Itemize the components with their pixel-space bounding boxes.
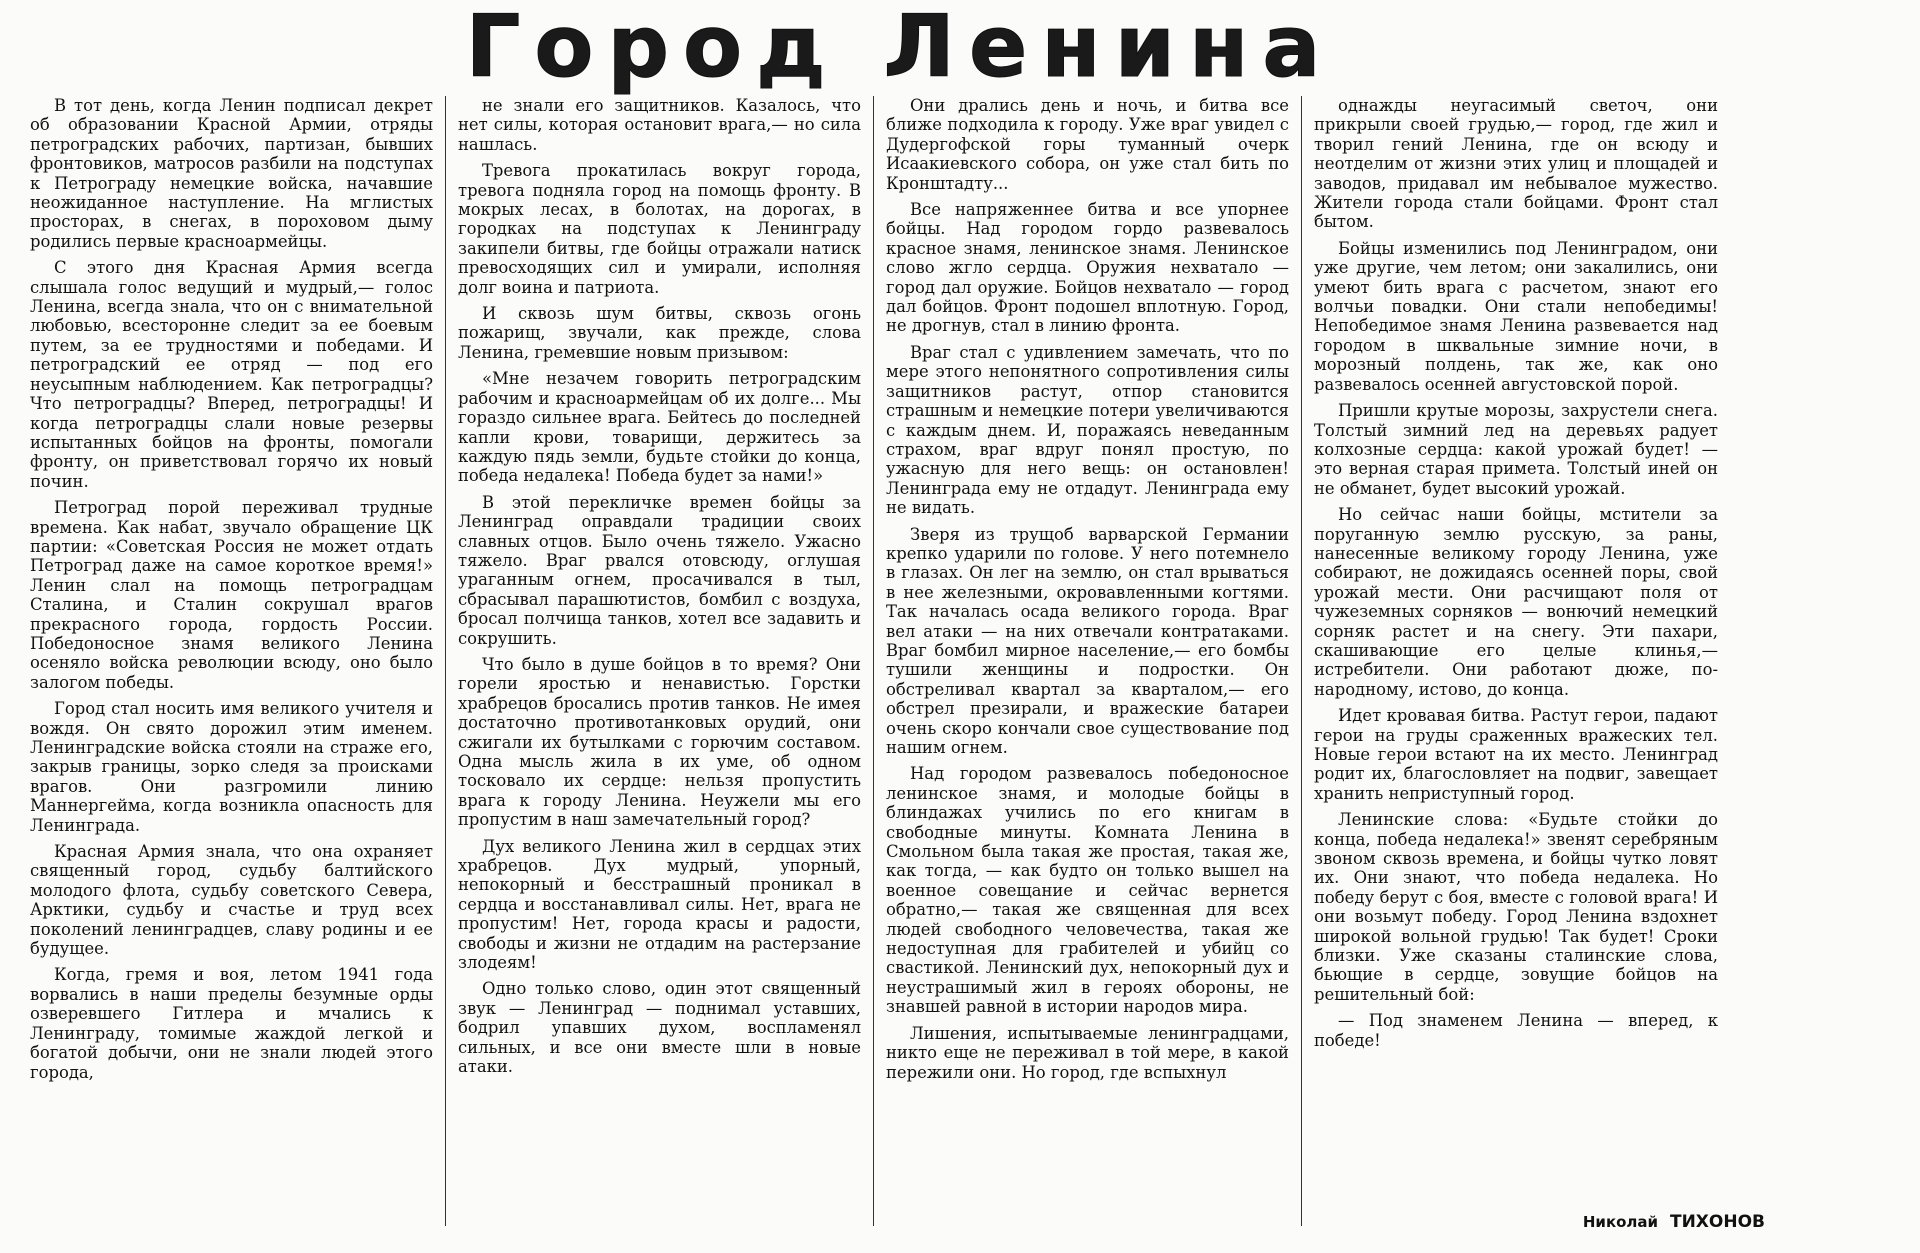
paragraph: Они дрались день и ночь, и битва все ближе подходила к городу. Уже враг увидел с Дудергофской горы туманный очерк Исаакиевского собора, он уже стал бить по Кронштадту...: [886, 96, 1289, 193]
paragraph: И сквозь шум битвы, сквозь огонь пожарищ, звучали, как прежде, слова Ленина, гремевшие новым призывом:: [458, 304, 861, 362]
paragraph: однажды неугасимый светоч, они прикрыли своей грудью,— город, где жил и творил гений Ленина, где он всюду и неотделим от жизни этих улиц и площадей и заводов, придавал им небывалое мужество. Жители города стали бойцами. Фронт стал бытом.: [1314, 96, 1718, 232]
paragraph: В тот день, когда Ленин подписал декрет об образовании Красной Армии, отряды петроградских рабочих, партизан, бывших фронтовиков, матросов разбили на подступах к Петрограду немецкие войска, начавшие неожиданное наступление. На мглистых просторах, в снегах, в пороховом дыму родились первые красноармейцы.: [30, 96, 433, 251]
column-1: [18, 96, 446, 1226]
paragraph: Когда, гремя и воя, летом 1941 года ворвались в наши пределы безумные орды озверевшего Гитлера и мчались к Ленинграду, томимые жаждой легкой и богатой добычи, они не знали людей этого города,: [30, 965, 433, 1082]
paragraph: Что было в душе бойцов в то время? Они горели яростью и ненавистью. Горстки храбрецов бросались против танков. Не имея достаточно противотанковых орудий, они сжигали их бутылками с горючим составом. Одна мысль жила в их уме, об одном тосковало их сердце: нельзя пропустить врага к городу Ленина. Неужели мы его пропустим в наш замечательный город?: [458, 654, 861, 830]
author-first-name: Николай: [1582, 1213, 1659, 1231]
paragraph: Идет кровавая битва. Растут герои, падают герои на груды сраженных вражеских тел. Новые герои встают на их место. Ленинград родит их, благословляет на подвиг, завещает хранить неприступный город.: [1314, 706, 1718, 803]
paragraph: «Мне незачем говорить петроградским рабочим и красноармейцам об их долге... Мы гораздо сильнее врага. Бейтесь до последней капли крови, товарищи, держитесь за каждую пядь земли, будьте стойки до конца, победа недалека! Победа будет за нами!»: [458, 369, 861, 486]
paragraph: — Под знаменем Ленина — вперед, к победе!: [1314, 1011, 1718, 1050]
paragraph: Бойцы изменились под Ленинградом, они уже другие, чем летом; они закалились, они умеют бить врага с расчетом, знают его волчьи повадки. Они стали непобедимы! Непобедимое знамя Ленина развевается над городом в шквальные зимние ночи, в морозный полдень, так же, как оно развевалось осенней августовской порой.: [1314, 238, 1718, 394]
paragraph: Пришли крутые морозы, захрустели снега. Толстый зимний лед на деревьях радует колхозные сердца: какой урожай будет! — это верная старая примета. Толстый иней он не обманет, будет высокий урожай.: [1314, 401, 1718, 498]
article-columns: [18, 96, 1788, 1226]
column-3: [874, 96, 1302, 1226]
paragraph: Дух великого Ленина жил в сердцах этих храбрецов. Дух мудрый, упорный, непокорный и бесстрашный проникал в сердца и восстанавливал силы. Нет, врага не пропустим! Нет, города красы и радости, свободы и жизни не отдадим на растерзание злодеям!: [458, 836, 861, 973]
author-last-name: ТИХОНОВ: [1669, 1212, 1765, 1232]
paragraph: Город стал носить имя великого учителя и вождя. Он свято дорожил этим именем. Ленинградские войска стояли на страже его, закрыв границы, зорко следя за происками врагов. Они разгромили линию Маннергейма, когда возникла опасность для Ленинграда.: [30, 699, 433, 835]
paragraph: Одно только слово, один этот священный звук — Ленинград — поднимал уставших, бодрил упавших духом, воспламенял сильных, и все они вместе шли в новые атаки.: [458, 979, 861, 1077]
paragraph: Красная Армия знала, что она охраняет священный город, судьбу балтийского молодого флота, судьбу советского Севера, Арктики, судьбу и счастье и труд всех поколений ленинградцев, славу родины и ее будущее.: [30, 842, 433, 959]
article-title: Город Ленина: [465, 0, 1335, 97]
column-2: [446, 96, 874, 1226]
paragraph: Но сейчас наши бойцы, мстители за поруганную землю русскую, за раны, нанесенные великому городу Ленина, уже собирают, не дожидаясь осенней поры, свой урожай мести. Они расчищают поля от чужеземных сорняков — вонючий немецкий сорняк растет и на снегу. Эти пахари, скашивающие его целые клинья,— истребители. Они работают дюже, по-народному, истово, до конца.: [1314, 505, 1718, 699]
paragraph: Ленинские слова: «Будьте стойки до конца, победа недалека!» звенят серебряным звоном сквозь времена, и бойцы чутко ловят их. Они знают, что победа недалека. Но победу берут с боя, вместе с головой врага! И они возьмут победу. Город Ленина вздохнет широкой вольной грудью! Так будет! Сроки близки. Уже сказаны сталинские слова, бьющие в сердце, зовущие бойцов на решительный бой:: [1314, 810, 1718, 1004]
column-4: [1302, 96, 1730, 1226]
paragraph: Лишения, испытываемые ленинградцами, никто еще не переживал в той мере, в какой пережили они. Но город, где вспыхнул: [886, 1023, 1289, 1082]
paragraph: Петроград порой переживал трудные времена. Как набат, звучало обращение ЦК партии: «Советская Россия не может отдать Петроград даже на самое короткое время!» Ленин слал на помощь петроградцам Сталина, и Сталин сокрушал врагов прекрасного города, гордость России. Победоносное знамя великого Ленина осеняло войска революции всюду, оно было залогом победы.: [30, 498, 433, 692]
author-signature: [1565, 1212, 1765, 1232]
paragraph: Зверя из трущоб варварской Германии крепко ударили по голове. У него потемнело в глазах. Он лег на землю, он стал врываться в нее железными, окровавленными когтями. Так началась осада великого города. Враг вел атаки — на них отвечали контратаками. Враг бомбил мирное население,— его бомбы тушили женщины и подростки. Он обстреливал квартал за кварталом,— его обстрел презирали, и вражеские батареи очень скоро кончали свое существование под нашим огнем.: [886, 524, 1289, 757]
paragraph: Над городом развевалось победоносное ленинское знамя, и молодые бойцы в блиндажах учились по его книгам в свободные минуты. Комната Ленина в Смольном была такая же простая, такая же, как тогда, — как будто он только вышел на военное совещание и сейчас вернется обратно,— такая же священная для всех людей свободного человечества, такая же недоступная для грабителей и убийц со свастикой. Ленинский дух, непокорный дух и неустрашимый жил в героях обороны, не знавшей равной в истории народов мира.: [886, 764, 1289, 1017]
paragraph: Все напряженнее битва и все упорнее бойцы. Над городом гордо развевалось красное знамя, ленинское знамя. Ленинское слово жгло сердца. Оружия нехватало — город дал оружие. Бойцов нехватало — город дал бойцов. Фронт подошел вплотную. Город, не дрогнув, стал в линию фронта.: [886, 200, 1289, 336]
paragraph: Тревога прокатилась вокруг города, тревога подняла город на помощь фронту. В мокрых лесах, в болотах, на дорогах, в городках на подступах к Ленинграду закипели битвы, где бойцы отражали натиск превосходящих сил и умирали, исполняя долг воина и патриота.: [458, 161, 861, 297]
paragraph: не знали его защитников. Казалось, что нет силы, которая остановит врага,— но сила нашлась.: [458, 96, 861, 154]
paragraph: С этого дня Красная Армия всегда слышала голос ведущий и мудрый,— голос Ленина, всегда знала, что он с внимательной любовью, всесторонне следит за ее боевым путем, за ее трудностями и победами. И петроградский ее отряд — под его неусыпным наблюдением. Как петроградцы? Что петроградцы? Вперед, петроградцы! И когда петроградцы слали новые резервы испытанных бойцов на фронты, помогали фронту, он приветствовал горячо их новый почин.: [30, 258, 433, 491]
paragraph: Враг стал с удивлением замечать, что по мере этого непонятного сопротивления силы защитников растут, отпор становится страшным и немецкие потери увеличиваются с каждым днем. И, поражаясь неведанным страхом, враг вдруг понял простую, по ужасную для него вещь: он остановлен! Ленинграда ему не отдадут. Ленинграда ему не видать.: [886, 342, 1289, 518]
paragraph: В этой перекличке времен бойцы за Ленинград оправдали традиции своих славных отцов. Было очень тяжело. Ужасно тяжело. Враг рвался отовсюду, оглушая ураганным огнем, просачивался в тыл, сбрасывал парашютистов, бомбил с воздуха, бросал полчища танков, хотел все задавить и сокрушить.: [458, 492, 861, 648]
